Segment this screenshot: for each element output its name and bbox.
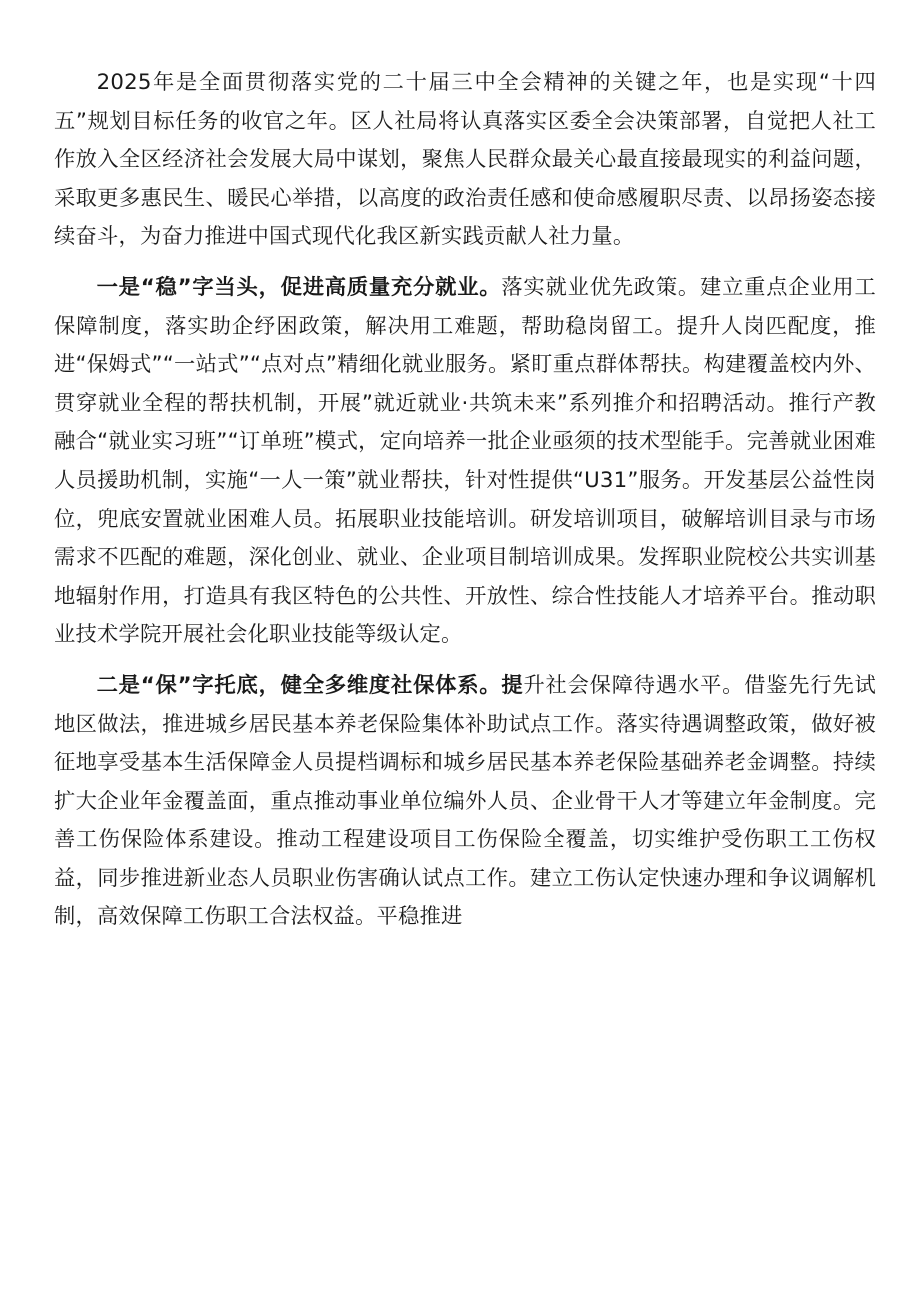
paragraph-intro-text: 2025年是全面贯彻落实党的二十届三中全会精神的关键之年，也是实现“十四五”规划目标任务的收官之年。区人社局将认真落实区委全会决策部署，自觉把人社工作放入全区经济社会发展大局中谋划，聚焦人民群众最关心最直接最现实的利益问题，采取更多惠民生、暖民心举措，以高度的政治责任感和使命感履职尽责、以昂扬姿态接续奋斗，为奋力推进中国式现代化我区新实践贡献人社力量。 [54,70,876,250]
paragraph-social-security-lead: 二是“保”字托底，健全多维度社保体系。提 [96,672,524,698]
paragraph-employment [54,269,876,655]
paragraph-employment-lead: 一是“稳”字当头，促进高质量充分就业。 [96,274,502,300]
paragraph-employment-text: 落实就业优先政策。建立重点企业用工保障制度，落实助企纾困政策，解决用工难题，帮助稳岗留工。提升人岗匹配度，推进“保姆式”“一站式”“点对点”精细化就业服务。紧盯重点群体帮扶。构建覆盖校内外、贯穿就业全程的帮扶机制，开展”就近就业·共筑未来”系列推介和招聘活动。推行产教融合“就业实习班”“订单班”模式，定向培养一批企业亟须的技术型能手。完善就业困难人员援助机制，实施“一人一策”就业帮扶，针对性提供“U31”服务。开发基层公益性岗位，兜底安置就业困难人员。拓展职业技能培训。研发培训项目，破解培训目录与市场需求不匹配的难题，深化创业、就业、企业项目制培训成果。发挥职业院校公共实训基地辐射作用，打造具有我区特色的公共性、开放性、综合性技能人才培养平台。推动职业技术学院开展社会化职业技能等级认定。 [54,274,877,648]
paragraph-social-security [54,667,876,937]
paragraph-intro [54,64,876,257]
paragraph-social-security-text: 升社会保障待遇水平。借鉴先行先试地区做法，推进城乡居民基本养老保险集体补助试点工作。落实待遇调整政策，做好被征地享受基本生活保障金人员提档调标和城乡居民基本养老保险基础养老金调整。持续扩大企业年金覆盖面，重点推动事业单位编外人员、企业骨干人才等建立年金制度。完善工伤保险体系建设。推动工程建设项目工伤保险全覆盖，切实维护受伤职工工伤权益，同步推进新业态人员职业伤害确认试点工作。建立工伤认定快速办理和争议调解机制，高效保障工伤职工合法权益。平稳推进 [54,672,877,930]
document-page [54,64,876,937]
